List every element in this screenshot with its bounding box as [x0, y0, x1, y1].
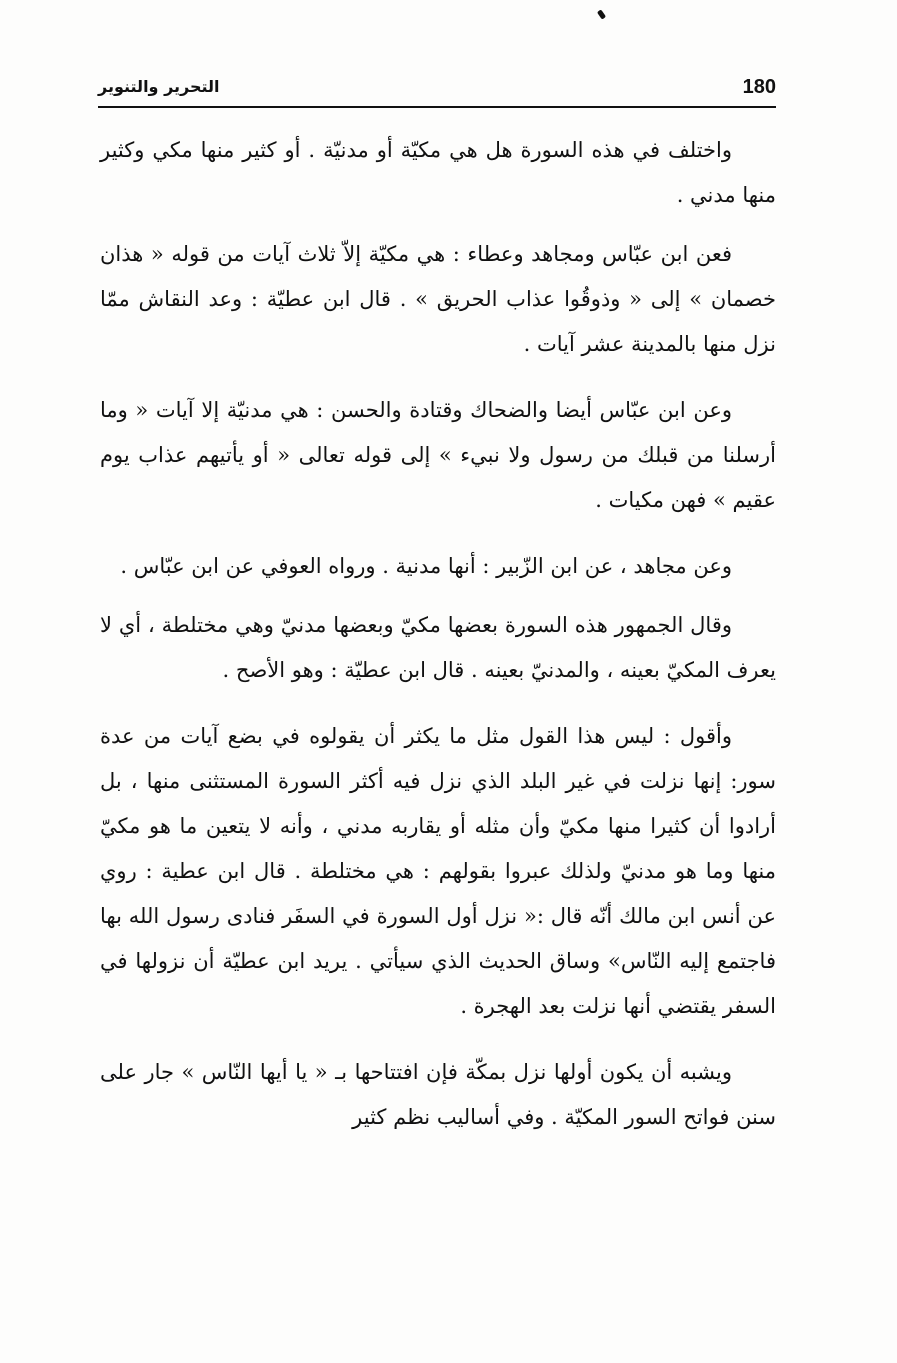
paragraph: وعن مجاهد ، عن ابن الزّبير : أنها مدنية . ورواه العوفي عن ابن عبّاس .: [120, 554, 732, 578]
body-text: [100, 128, 776, 1156]
paragraph: وأقول : ليس هذا القول مثل ما يكثر أن يقولوه في بضع آيات من عدة سور: إنها نزلت في غير البلد الذي نزل فيه أكثر السورة المستثنى منها ، بل أرادوا أن كثيرا منها مكيّ وأن مثله أو يقاربه مدني ، وأنه لا يتعين ما هو مكيّ منها وما هو مدنيّ ولذلك عبروا بقولهم : هي مختلطة . قال ابن عطية : روي عن أنس ابن مالك أنّه قال :« نزل أول السورة في السفَر فنادى رسول الله بها فاجتمع إليه النّاس» وساق الحديث الذي سيأتي . يريد ابن عطيّة أن نزولها في السفر يقتضي أنها نزلت بعد الهجرة .: [100, 724, 776, 1018]
page-header: [98, 74, 776, 108]
ink-speck: [597, 9, 606, 19]
paragraph: ويشبه أن يكون أولها نزل بمكّة فإن افتتاحها بـ « يا أيها النّاس » جار على سنن فواتح السور المكيّة . وفي أساليب نظم كثير: [100, 1060, 776, 1129]
paragraph: واختلف في هذه السورة هل هي مكيّة أو مدنيّة . أو كثير منها مكي وكثير منها مدني .: [100, 138, 776, 207]
header-rule: [98, 106, 776, 108]
paragraph: فعن ابن عبّاس ومجاهد وعطاء : هي مكيّة إلاّ ثلاث آيات من قوله « هذان خصمان » إلى « وذوقُوا عذاب الحريق » . قال ابن عطيّة : وعد النقاش ممّا نزل منها بالمدينة عشر آيات .: [100, 242, 776, 356]
paragraph: وعن ابن عبّاس أيضا والضحاك وقتادة والحسن : هي مدنيّة إلا آيات « وما أرسلنا من قبلك من رسول ولا نبيء » إلى قوله تعالى « أو يأتيهم عذاب يوم عقيم » فهن مكيات .: [100, 398, 776, 512]
running-title: التحرير والتنوير: [98, 77, 220, 96]
page-number: 180: [742, 76, 776, 98]
paragraph: وقال الجمهور هذه السورة بعضها مكيّ وبعضها مدنيّ وهي مختلطة ، أي لا يعرف المكيّ بعينه ، والمدنيّ بعينه . قال ابن عطيّة : وهو الأصح .: [100, 613, 776, 682]
